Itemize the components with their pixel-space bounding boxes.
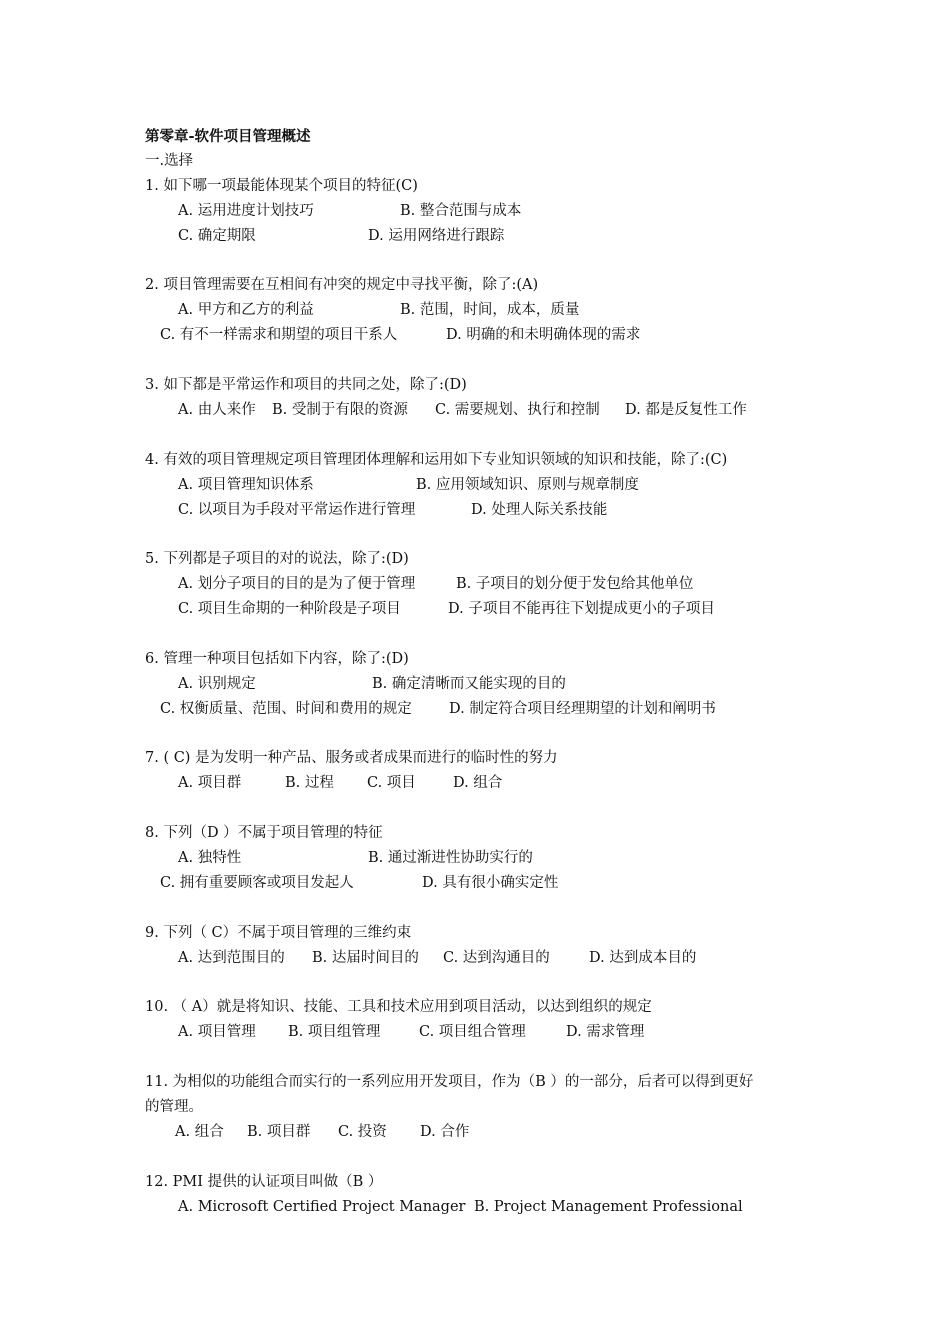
question-8-option-c: C. 拥有重要顾客或项目发起人	[160, 875, 354, 891]
question-1-stem: 1. 如下哪一项最能体现某个项目的特征(C)	[145, 178, 418, 194]
question-12-stem: 12. PMI 提供的认证项目叫做（B ）	[145, 1174, 383, 1190]
question-10-option-a: A. 项目管理	[178, 1024, 256, 1040]
question-8-option-b: B. 通过渐进性协助实行的	[368, 850, 533, 866]
chapter-title: 第零章-软件项目管理概述	[145, 128, 311, 145]
question-6-option-d: D. 制定符合项目经理期望的计划和阐明书	[449, 701, 716, 717]
question-8-stem: 8. 下列（D ）不属于项目管理的特征	[145, 825, 383, 841]
question-9-stem: 9. 下列（ C）不属于项目管理的三维约束	[145, 925, 412, 941]
question-2-option-d: D. 明确的和未明确体现的需求	[446, 327, 641, 343]
question-3-option-b: B. 受制于有限的资源	[272, 402, 408, 418]
question-10-option-b: B. 项目组管理	[288, 1024, 381, 1040]
question-4-option-a: A. 项目管理知识体系	[178, 477, 314, 493]
question-2-option-a: A. 甲方和乙方的利益	[178, 302, 314, 318]
question-3-option-c: C. 需要规划、执行和控制	[435, 402, 600, 418]
question-12-option-a: A. Microsoft Certified Project Manager	[178, 1199, 466, 1215]
question-11-option-b: B. 项目群	[247, 1124, 311, 1140]
question-1-option-a: A. 运用进度计划技巧	[178, 203, 314, 219]
question-9-option-a: A. 达到范围目的	[178, 950, 285, 966]
question-4-option-c: C. 以项目为手段对平常运作进行管理	[178, 502, 416, 518]
question-3-stem: 3. 如下都是平常运作和项目的共同之处，除了:(D)	[145, 377, 467, 393]
question-5-option-d: D. 子项目不能再往下划提成更小的子项目	[448, 601, 715, 617]
question-11-stem-line-1: 11. 为相似的功能组合而实行的一系列应用开发项目，作为（B ）的一部分，后者可以得到更好	[145, 1074, 754, 1090]
question-9-option-b: B. 达届时间目的	[312, 950, 419, 966]
question-6-option-a: A. 识别规定	[178, 676, 256, 692]
question-11-stem-line-2: 的管理。	[145, 1099, 203, 1115]
question-9-option-d: D. 达到成本目的	[589, 950, 697, 966]
question-2-stem: 2. 项目管理需要在互相间有冲突的规定中寻找平衡，除了:(A)	[145, 277, 539, 293]
question-6-option-c: C. 权衡质量、范围、时间和费用的规定	[160, 701, 412, 717]
question-9-option-c: C. 达到沟通目的	[443, 950, 550, 966]
question-10-option-d: D. 需求管理	[566, 1024, 645, 1040]
question-2-option-c: C. 有不一样需求和期望的项目干系人	[160, 327, 398, 343]
question-10-stem: 10. （ A）就是将知识、技能、工具和技术应用到项目活动，以达到组织的规定	[145, 999, 652, 1015]
question-8-option-d: D. 具有很小确实定性	[422, 875, 559, 891]
question-11-option-c: C. 投资	[338, 1124, 387, 1140]
question-7-option-c: C. 项目	[367, 775, 416, 791]
section-heading: 一.选择	[145, 153, 194, 169]
question-3-option-a: A. 由人来作	[178, 402, 256, 418]
question-5-option-c: C. 项目生命期的一种阶段是子项目	[178, 601, 401, 617]
question-5-option-b: B. 子项目的划分便于发包给其他单位	[456, 576, 694, 592]
question-6-stem: 6. 管理一种项目包括如下内容，除了:(D)	[145, 651, 409, 667]
question-4-stem: 4. 有效的项目管理规定项目管理团体理解和运用如下专业知识领域的知识和技能，除了:(C)	[145, 452, 728, 468]
question-12-option-b: B. Project Management Professional	[474, 1199, 743, 1215]
question-6-option-b: B. 确定清晰而又能实现的目的	[372, 676, 566, 692]
question-8-option-a: A. 独特性	[178, 850, 242, 866]
question-5-option-a: A. 划分子项目的目的是为了便于管理	[178, 576, 416, 592]
question-3-option-d: D. 都是反复性工作	[625, 402, 747, 418]
question-2-option-b: B. 范围，时间，成本，质量	[400, 302, 580, 318]
question-7-option-d: D. 组合	[453, 775, 503, 791]
question-11-option-d: D. 合作	[420, 1124, 470, 1140]
question-7-option-a: A. 项目群	[178, 775, 242, 791]
question-1-option-d: D. 运用网络进行跟踪	[368, 228, 505, 244]
question-1-option-c: C. 确定期限	[178, 228, 256, 244]
question-7-option-b: B. 过程	[285, 775, 334, 791]
question-1-option-b: B. 整合范围与成本	[400, 203, 522, 219]
question-4-option-d: D. 处理人际关系技能	[471, 502, 608, 518]
question-5-stem: 5. 下列都是子项目的对的说法，除了:(D)	[145, 551, 409, 567]
question-7-stem: 7. ( C) 是为发明一种产品、服务或者成果而进行的临时性的努力	[145, 750, 558, 766]
question-10-option-c: C. 项目组合管理	[419, 1024, 526, 1040]
question-11-option-a: A. 组合	[175, 1124, 224, 1140]
question-4-option-b: B. 应用领域知识、原则与规章制度	[416, 477, 639, 493]
